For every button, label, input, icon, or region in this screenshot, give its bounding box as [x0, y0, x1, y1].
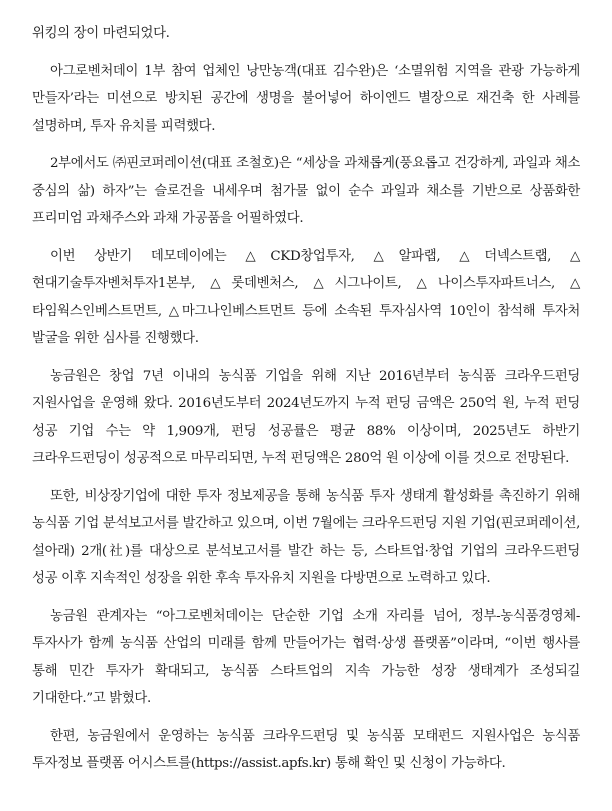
paragraph-demo-day-investors: 이번 상반기 데모데이에는 △CKD창업투자, △알파랩, △더넥스트랩, △현대기술투자벤처투자1본부, △롯데벤처스, △시그나이트, △나이스투자파트너스, △타임웍스인베스트먼트, △마그나인베스트먼트 등에 소속된 투자심사역 10인이 참석해 투자처 발굴을 위한 심사를 진행했다.	[32, 248, 580, 346]
paragraph-continuation: 위킹의 장이 마련되었다.	[32, 26, 170, 41]
paragraph-analysis-reports: 또한, 비상장기업에 대한 투자 정보제공을 통해 농식품 투자 생태계 활성화를 촉진하기 위해 농식품 기업 분석보고서를 발간하고 있으며, 이번 7월에는 크라우드펀딩 지원 기업(핀코퍼레이션, 설아래) 2개(社)를 대상으로 분석보고서를 발간 하는 등, 스타트업·창업 기업의 크라우드펀딩 성공 이후 지속적인 성장을 위한 후속 투자유치 지원을 다방면으로 노력하고 있다.	[32, 488, 580, 586]
paragraph-official-quote: 농금원 관계자는 “아그로벤처데이는 단순한 기업 소개 자리를 넘어, 정부-농식품경영체-투자사가 함께 농식품 산업의 미래를 함께 만들어가는 협력·상생 플랫폼”이라며, “이번 행사를 통해 민간 투자가 확대되고, 농식품 스타트업의 지속 가능한 성장 생태계가 조성되길 기대한다.”고 밝혔다.	[32, 608, 580, 706]
document-page	[32, 20, 580, 778]
paragraph-crowdfunding-stats: 농금원은 창업 7년 이내의 농식품 기업을 위해 지난 2016년부터 농식품 크라우드펀딩 지원사업을 운영해 왔다. 2016년도부터 2024년도까지 누적 펀딩 금액은 250억 원, 누적 펀딩 성공 기업 수는 약 1,909개, 펀딩 성공률은 평균 88% 이상이며, 2025년도 하반기 크라우드펀딩이 성공적으로 마무리되면, 누적 펀딩액은 280억 원 이상에 이를 것으로 전망된다.	[32, 368, 580, 466]
paragraph-nangman-nonggaek: 아그로벤처데이 1부 참여 업체인 낭만농객(대표 김수완)은 ‘소멸위험 지역을 관광 가능하게 만들자’라는 미션으로 방치된 공간에 생명을 불어넣어 하이엔드 별장으로 재건축 한 사례를 설명하며, 투자 유치를 피력했다.	[32, 63, 580, 134]
paragraph-pinco-corporation: 2부에서도 ㈜핀코퍼레이션(대표 조철호)은 “세상을 과채롭게(풍요롭고 건강하게, 과일과 채소 중심의 삶) 하자”는 슬로건을 내세우며 첨가물 없이 순수 과일과 채소를 기반으로 상품화한 프리미엄 과채주스와 과채 가공품을 어필하였다.	[32, 156, 580, 226]
paragraph-assist-platform: 한편, 농금원에서 운영하는 농식품 크라우드펀딩 및 농식품 모태펀드 지원사업은 농식품 투자정보 플랫폼 어시스트를(https://assist.apfs.kr) 통해 확인 및 신청이 가능하다.	[32, 728, 580, 771]
